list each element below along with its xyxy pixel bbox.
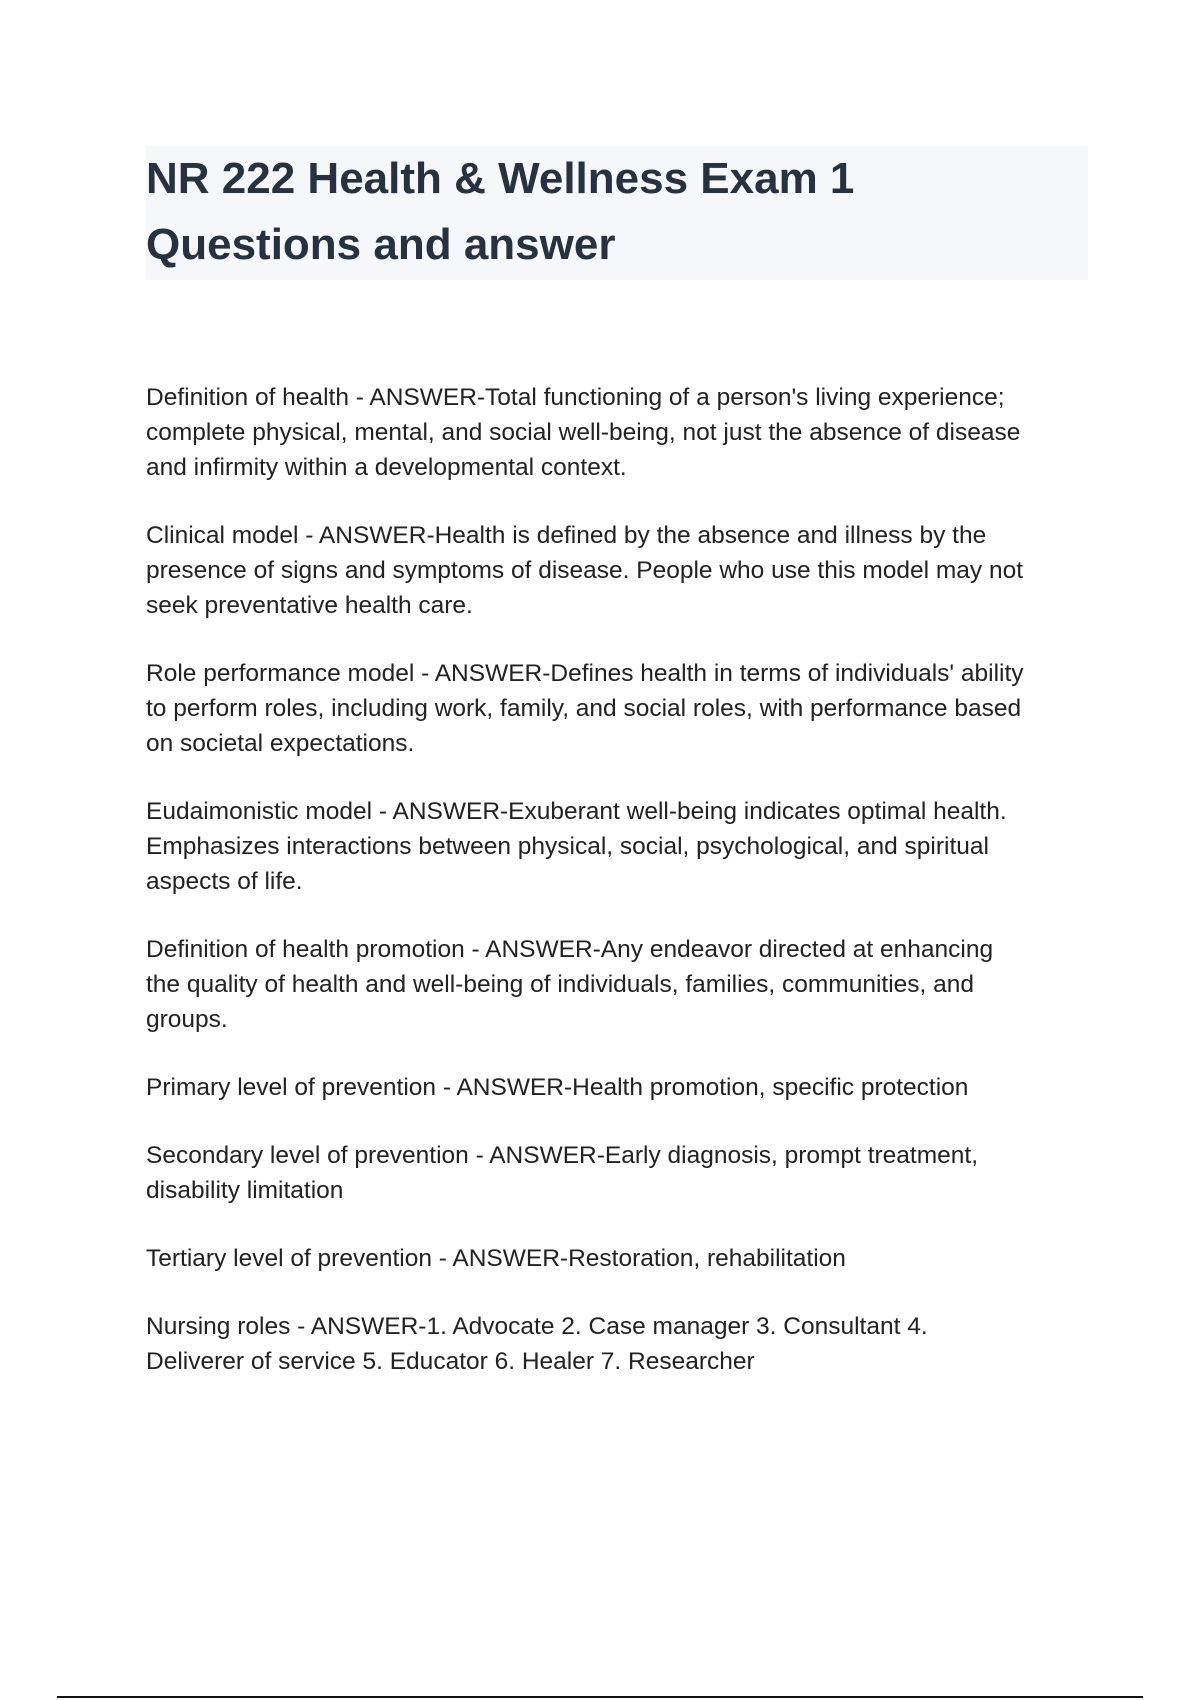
- qa-entry-clinical-model: [146, 518, 1096, 623]
- entry-line: presence of signs and symptoms of disease. People who use this model may not: [146, 557, 1024, 584]
- entry-line: complete physical, mental, and social well-being, not just the absence of disease: [146, 419, 1021, 446]
- qa-list: [146, 380, 1096, 1412]
- qa-entry-secondary-prevention: [146, 1138, 1096, 1208]
- entry-line: Definition of health promotion - ANSWER-Any endeavor directed at enhancing: [146, 936, 994, 963]
- entry-line: groups.: [146, 1006, 228, 1033]
- qa-entry-health-definition: [146, 380, 1096, 485]
- qa-entry-health-promotion: [146, 932, 1096, 1037]
- entry-line: Eudaimonistic model - ANSWER-Exuberant well-being indicates optimal health.: [146, 798, 1007, 825]
- qa-entry-tertiary-prevention: [146, 1241, 1096, 1276]
- title-line-1: NR 222 Health & Wellness Exam 1: [146, 154, 855, 203]
- entry-line: Nursing roles - ANSWER-1. Advocate 2. Case manager 3. Consultant 4.: [146, 1313, 928, 1340]
- entry-line: Role performance model - ANSWER-Defines health in terms of individuals' ability: [146, 660, 1024, 687]
- entry-line: Secondary level of prevention - ANSWER-Early diagnosis, prompt treatment,: [146, 1142, 979, 1169]
- entry-line: Definition of health - ANSWER-Total functioning of a person's living experience;: [146, 384, 1005, 411]
- qa-entry-primary-prevention: [146, 1070, 1096, 1105]
- entry-line: Clinical model - ANSWER-Health is defined by the absence and illness by the: [146, 522, 987, 549]
- qa-entry-role-performance-model: [146, 656, 1096, 761]
- entry-line: seek preventative health care.: [146, 592, 473, 619]
- entry-line: disability limitation: [146, 1177, 344, 1204]
- entry-line: on societal expectations.: [146, 730, 415, 757]
- qa-entry-nursing-roles: [146, 1309, 1096, 1379]
- qa-entry-eudaimonistic-model: [146, 794, 1096, 899]
- entry-line: Tertiary level of prevention - ANSWER-Restoration, rehabilitation: [146, 1245, 846, 1272]
- entry-line: aspects of life.: [146, 868, 303, 895]
- entry-line: the quality of health and well-being of individuals, families, communities, and: [146, 971, 975, 998]
- title-block: [146, 146, 1088, 280]
- entry-line: to perform roles, including work, family, and social roles, with performance based: [146, 695, 1022, 722]
- entry-line: and infirmity within a developmental context.: [146, 454, 627, 481]
- entry-line: Primary level of prevention - ANSWER-Health promotion, specific protection: [146, 1074, 969, 1101]
- entry-line: Deliverer of service 5. Educator 6. Healer 7. Researcher: [146, 1348, 755, 1375]
- title-line-2: Questions and answer: [146, 220, 616, 269]
- document-title: [146, 146, 1088, 278]
- entry-line: Emphasizes interactions between physical, social, psychological, and spiritual: [146, 833, 989, 860]
- page-bottom-divider: [57, 1696, 1143, 1698]
